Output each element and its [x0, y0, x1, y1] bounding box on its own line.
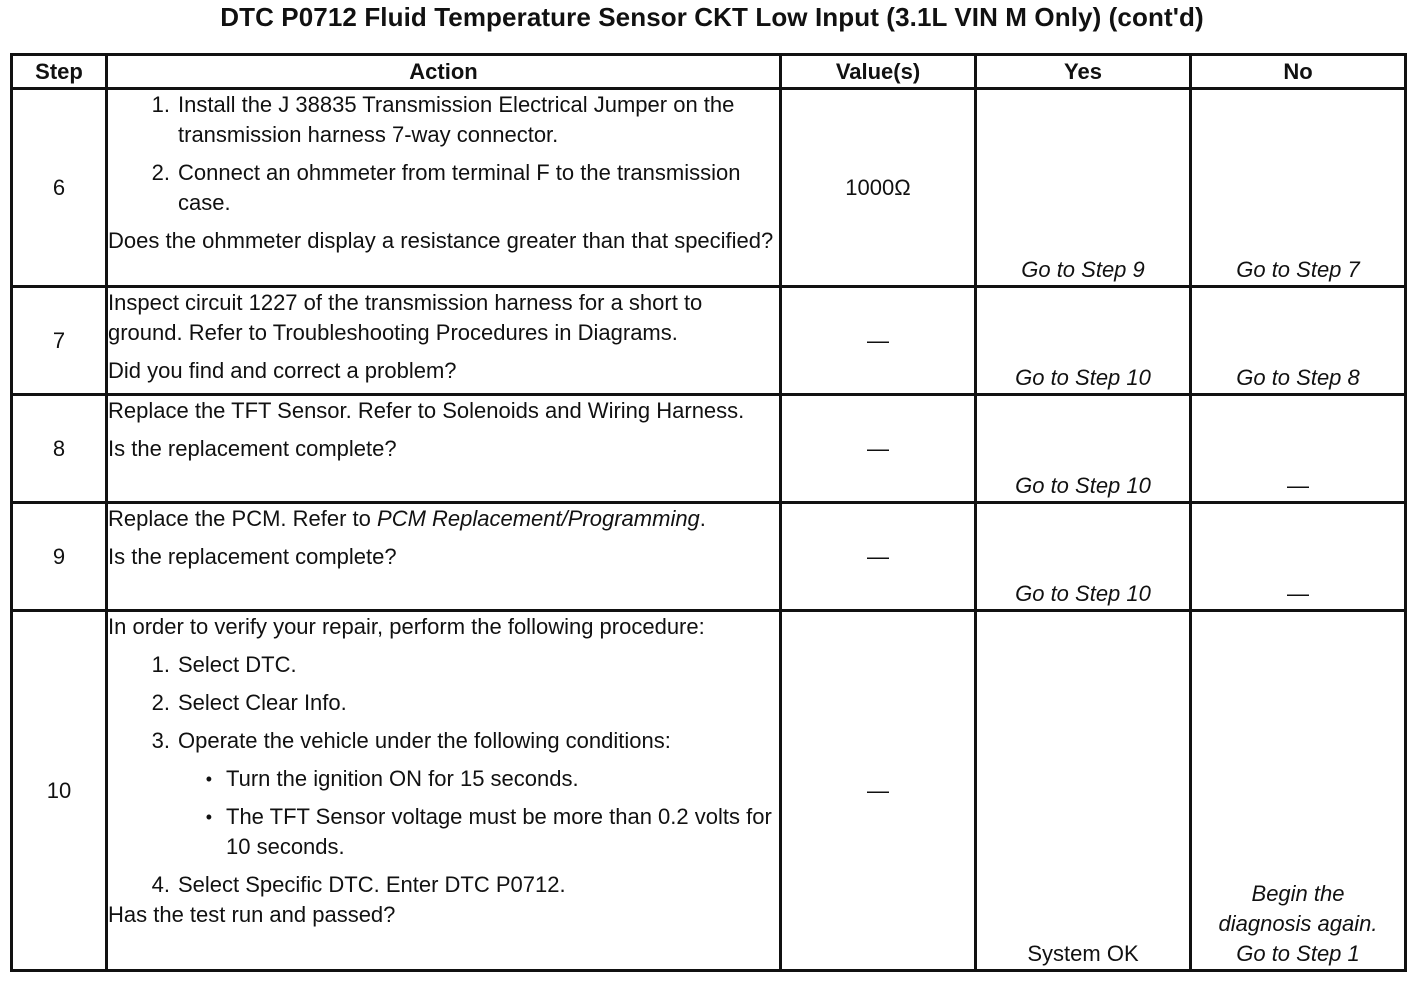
no-line: diagnosis again.	[1218, 911, 1378, 936]
item-text: Select DTC.	[178, 652, 297, 677]
action-cell	[107, 503, 781, 611]
yes-cell: Go to Step 10	[976, 503, 1191, 611]
yes-cell: System OK	[976, 611, 1191, 971]
action-intro: In order to verify your repair, perform the following procedure:	[108, 614, 705, 639]
value-cell: 1000Ω	[781, 89, 976, 287]
action-text: Inspect circuit 1227 of the transmission harness for a short to ground. Refer to Troubleshooting Procedures in Diagrams.	[108, 290, 703, 345]
step-number: 6	[12, 89, 107, 287]
action-cell	[107, 89, 781, 287]
bullet-icon: •	[205, 807, 212, 827]
yes-cell: Go to Step 9	[976, 89, 1191, 287]
action-text	[108, 504, 779, 534]
value-cell: —	[781, 287, 976, 395]
bullet-icon: •	[205, 769, 212, 789]
no-cell: —	[1191, 395, 1406, 503]
question-text: Did you find and correct a problem?	[108, 358, 457, 383]
item-number: 3.	[151, 728, 170, 753]
page-title: DTC P0712 Fluid Temperature Sensor CKT Low Input (3.1L VIN M Only) (cont'd)	[220, 2, 1204, 32]
header-values: Value(s)	[781, 55, 976, 89]
header-no: No	[1191, 55, 1406, 89]
action-text-suffix: .	[699, 506, 706, 531]
item-number: 2.	[151, 690, 170, 715]
no-cell	[1191, 611, 1406, 971]
action-cell	[107, 611, 781, 971]
no-line: Go to Step 1	[1236, 941, 1360, 966]
yes-cell: Go to Step 10	[976, 287, 1191, 395]
diagnostic-table	[10, 53, 1407, 972]
question-text: Does the ohmmeter display a resistance greater than that specified?	[108, 228, 774, 253]
action-text-prefix: Replace the PCM. Refer to	[108, 506, 378, 531]
item-text: Select Clear Info.	[178, 690, 347, 715]
bullet-text: Turn the ignition ON for 15 seconds.	[226, 766, 579, 791]
action-step-item	[108, 650, 779, 680]
step-number: 10	[12, 611, 107, 971]
no-line: Begin the	[1251, 881, 1345, 906]
item-number: 4.	[151, 872, 170, 897]
action-step-item	[108, 726, 779, 756]
table-row-step-7	[12, 287, 1406, 395]
action-cell	[107, 287, 781, 395]
action-cell	[107, 395, 781, 503]
item-number: 1.	[151, 652, 170, 677]
table-header-row	[12, 55, 1406, 89]
question-text: Is the replacement complete?	[108, 436, 397, 461]
no-cell: Go to Step 8	[1191, 287, 1406, 395]
step-number: 9	[12, 503, 107, 611]
item-number: 2.	[151, 160, 170, 185]
item-text: Operate the vehicle under the following conditions:	[178, 728, 671, 753]
bullet-item	[108, 802, 779, 862]
table-row-step-10	[12, 611, 1406, 971]
table-row-step-6	[12, 89, 1406, 287]
question-text: Has the test run and passed?	[108, 902, 396, 927]
header-step: Step	[12, 55, 107, 89]
item-text: Connect an ohmmeter from terminal F to the transmission case.	[178, 160, 741, 215]
item-number: 1.	[151, 92, 170, 117]
header-yes: Yes	[976, 55, 1191, 89]
step-number: 8	[12, 395, 107, 503]
item-text: Install the J 38835 Transmission Electrical Jumper on the transmission harness 7-way connector.	[178, 92, 735, 147]
table-row-step-8	[12, 395, 1406, 503]
question-text: Is the replacement complete?	[108, 544, 397, 569]
no-cell: Go to Step 7	[1191, 89, 1406, 287]
value-cell: —	[781, 611, 976, 971]
action-step-item	[108, 870, 779, 900]
reference-link-text: PCM Replacement/Programming	[377, 506, 700, 531]
action-text: Replace the TFT Sensor. Refer to Solenoids and Wiring Harness.	[108, 398, 745, 423]
bullet-item	[108, 764, 779, 794]
step-number: 7	[12, 287, 107, 395]
bullet-text: The TFT Sensor voltage must be more than 0.2 volts for 10 seconds.	[226, 804, 772, 859]
no-cell: —	[1191, 503, 1406, 611]
item-text: Select Specific DTC. Enter DTC P0712.	[178, 872, 566, 897]
header-action: Action	[107, 55, 781, 89]
value-cell: —	[781, 395, 976, 503]
yes-cell: Go to Step 10	[976, 395, 1191, 503]
action-step-item	[108, 90, 779, 150]
table-row-step-9	[12, 503, 1406, 611]
action-step-item	[108, 688, 779, 718]
value-cell: —	[781, 503, 976, 611]
action-step-item	[108, 158, 779, 218]
